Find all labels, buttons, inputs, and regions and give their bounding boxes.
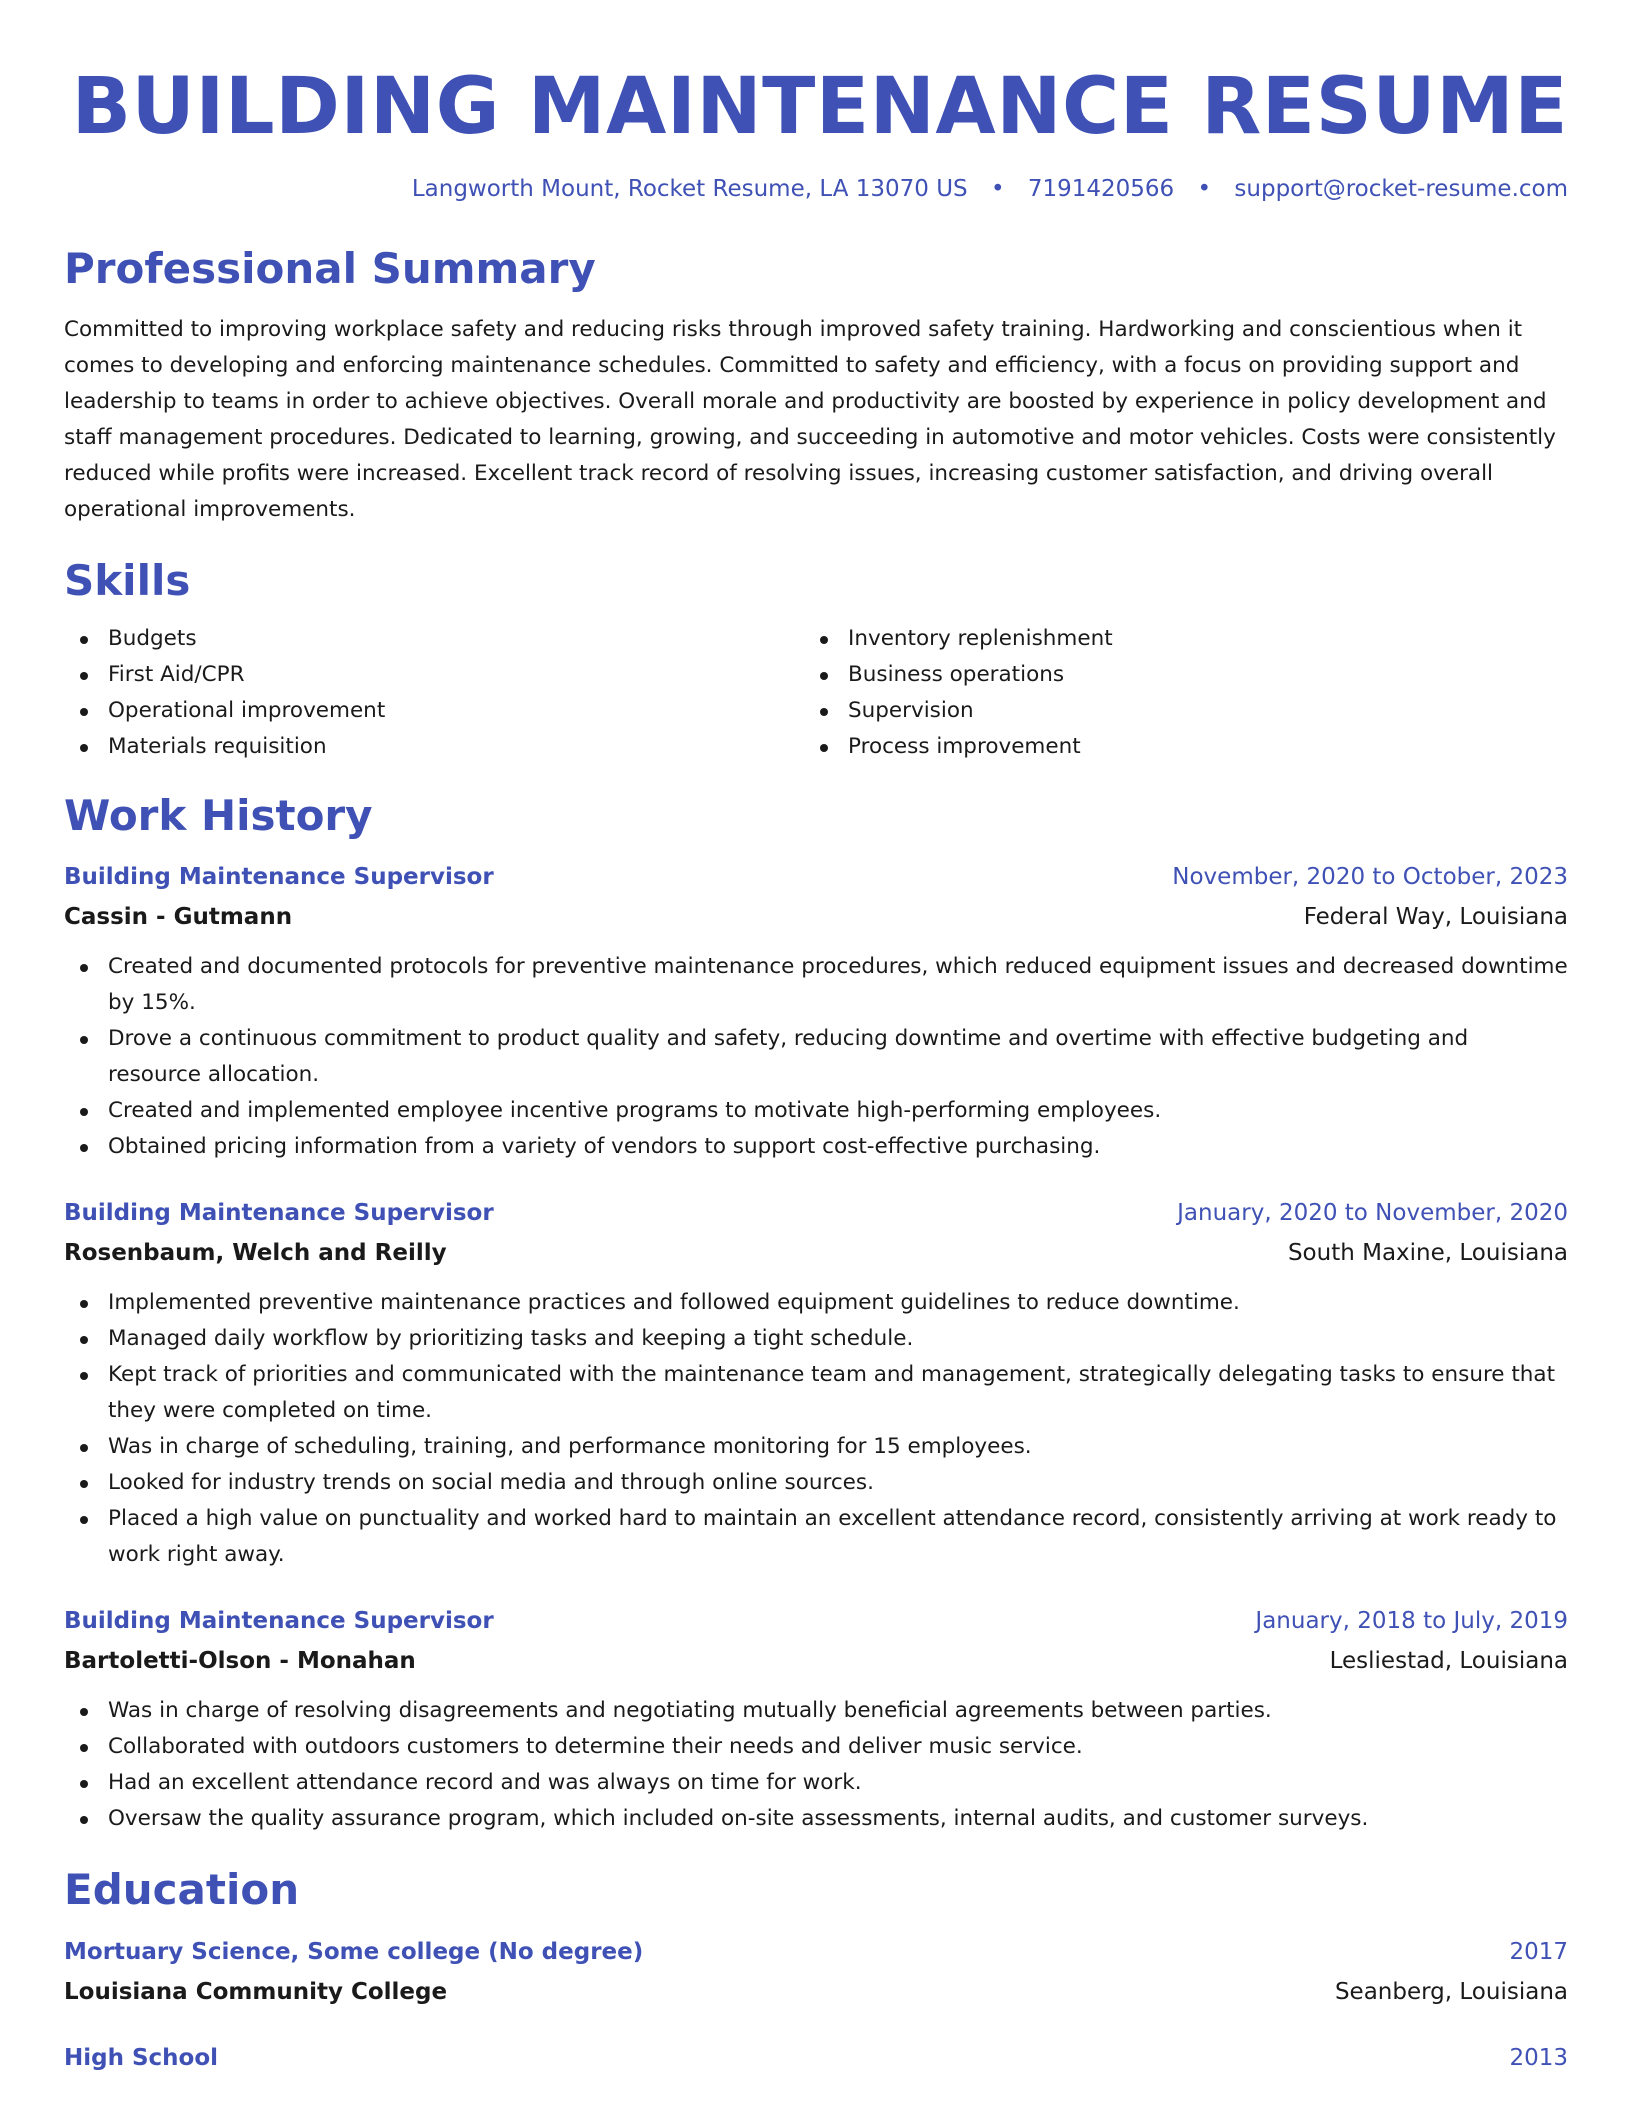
job-bullets [64,949,1568,1165]
education-entry [64,1934,1568,2010]
skill-item: Supervision [804,693,1544,729]
resume-header [64,50,1568,202]
skills-column-left [64,621,804,765]
job-dates: November, 2020 to October, 2023 [1172,864,1568,891]
job-title: Building Maintenance Supervisor [64,864,494,891]
skill-item: Inventory replenishment [804,621,1544,657]
contact-email: support@rocket-resume.com [1234,176,1568,202]
skill-item: Materials requisition [64,729,804,765]
education-location: Seanberg, Louisiana [1334,1978,1568,2005]
contact-address: Langworth Mount, Rocket Resume, LA 13070 US [411,176,968,202]
contact-phone: 7191420566 [1027,176,1175,202]
job-location: Lesliestad, Louisiana [1329,1648,1568,1675]
education-entry [64,2040,1568,2076]
job-bullet: Looked for industry trends on social media and through online sources. [64,1465,1568,1501]
job-bullet: Implemented preventive maintenance practices and followed equipment guidelines to reduce downtime. [64,1285,1568,1321]
job-company: Bartoletti-Olson - Monahan [64,1648,416,1675]
work-history-heading: Work History [64,790,373,840]
job-bullet: Had an excellent attendance record and was always on time for work. [64,1765,1568,1801]
job-dates: January, 2020 to November, 2020 [1177,1200,1568,1227]
job-bullet: Oversaw the quality assurance program, which included on-site assessments, internal audits, and customer surveys. [64,1801,1568,1837]
job-bullet: Created and implemented employee incentive programs to motivate high-performing employees. [64,1093,1568,1129]
skill-item: Operational improvement [64,693,804,729]
education-degree: Mortuary Science, Some college (No degree) [64,1938,644,1965]
skills-section [64,556,1568,764]
work-history-section [64,791,1568,1837]
job-company: Cassin - Gutmann [64,904,293,931]
job-bullet: Placed a high value on punctuality and worked hard to maintain an excellent attendance record, consistently arriving at work ready to work right away. [64,1501,1568,1573]
job-entry [64,1195,1568,1573]
contact-line [64,176,1568,202]
skills-column-right [804,621,1544,765]
job-bullet: Collaborated with outdoors customers to determine their needs and deliver music service. [64,1729,1568,1765]
education-year: 2017 [1509,1938,1568,1965]
education-degree: High School [64,2044,219,2071]
skill-item: Process improvement [804,729,1544,765]
job-company: Rosenbaum, Welch and Reilly [64,1240,447,1267]
education-section [64,1865,1568,2075]
education-year: 2013 [1509,2044,1568,2071]
job-dates: January, 2018 to July, 2019 [1255,1608,1568,1635]
job-bullet: Drove a continuous commitment to product quality and safety, reducing downtime and overtime with effective budgeting and resource allocation. [64,1021,1568,1093]
job-bullet: Kept track of priorities and communicated with the maintenance team and management, strategically delegating tasks to ensure that they were completed on time. [64,1357,1568,1429]
skills-heading: Skills [64,556,191,606]
job-title: Building Maintenance Supervisor [64,1200,494,1227]
job-location: Federal Way, Louisiana [1303,904,1568,931]
skill-item: First Aid/CPR [64,657,804,693]
skill-item: Business operations [804,657,1544,693]
skill-item: Budgets [64,621,804,657]
contact-separator: • [990,176,1005,202]
job-bullet: Was in charge of resolving disagreements and negotiating mutually beneficial agreements between parties. [64,1693,1568,1729]
job-entry [64,1603,1568,1837]
summary-heading: Professional Summary [64,244,596,293]
job-bullet: Managed daily workflow by prioritizing tasks and keeping a tight schedule. [64,1321,1568,1357]
job-bullet: Was in charge of scheduling, training, and performance monitoring for 15 employees. [64,1429,1568,1465]
education-heading: Education [64,1865,300,1915]
education-school: Louisiana Community College [64,1978,448,2005]
contact-separator: • [1197,176,1212,202]
job-bullets [64,1285,1568,1573]
job-bullets [64,1693,1568,1837]
job-location: South Maxine, Louisiana [1287,1240,1568,1267]
job-bullet: Obtained pricing information from a variety of vendors to support cost-effective purchasing. [64,1129,1568,1165]
job-title: Building Maintenance Supervisor [64,1608,494,1635]
summary-section [64,244,1568,528]
job-entry [64,859,1568,1165]
job-bullet: Created and documented protocols for preventive maintenance procedures, which reduced equipment issues and decreased downtime by 15%. [64,949,1568,1021]
summary-text: Committed to improving workplace safety and reducing risks through improved safety training. Hardworking and conscientious when it comes to developing and enforcing maintenance schedules. Committed to safety and efficiency, with a focus on providing support and leadership to teams in order to achieve objectives. Overall morale and productivity are boosted by experience in policy development and staff management procedures. Dedicated to learning, growing, and succeeding in automotive and motor vehicles. Costs were consistently reduced while profits were increased. Excellent track record of resolving issues, increasing customer satisfaction, and driving overall operational improvements. [64,317,1556,523]
resume-title: BUILDING MAINTENANCE RESUME [71,62,1568,152]
skills-grid [64,621,1568,765]
